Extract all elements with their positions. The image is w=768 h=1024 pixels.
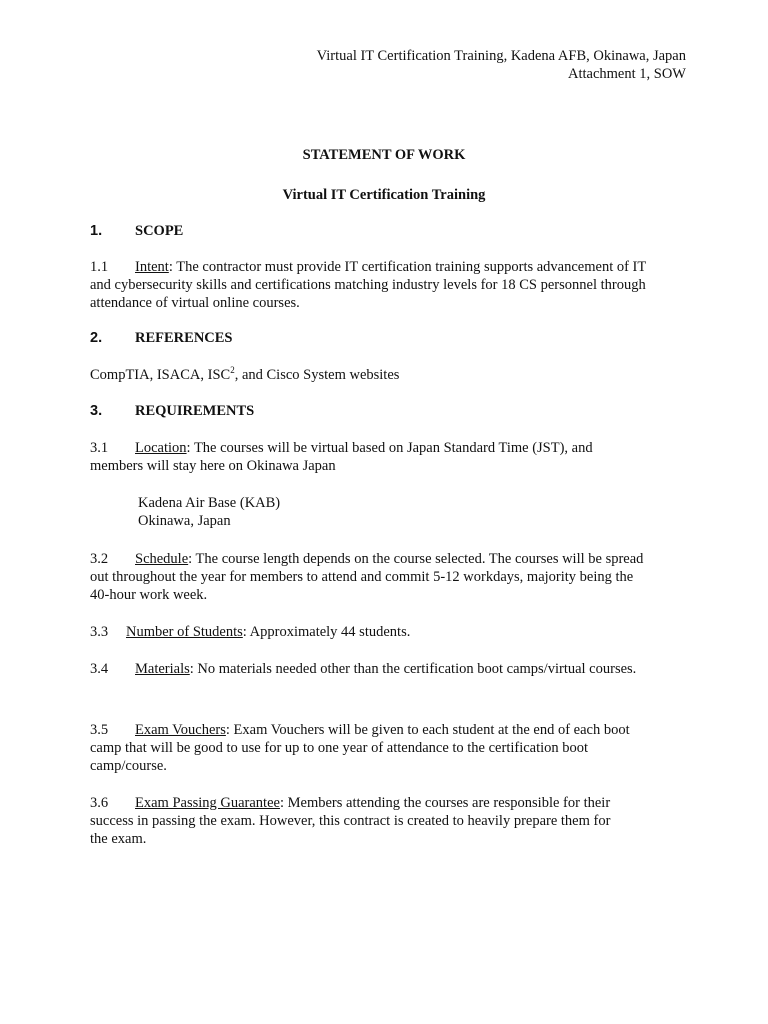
paragraph-number: 3.6 [90,795,109,811]
superscript: 2 [230,365,235,376]
paragraph-line: members will stay here on Okinawa Japan [90,458,336,474]
paragraph-line: camp that will be good to use for up to one year of attendance to the certification boot [90,740,589,756]
paragraph-line: 40-hour work week. [90,587,208,603]
section-heading-requirements [90,402,254,420]
paragraph-line: the exam. [90,831,147,847]
paragraph-text: : The contractor must provide IT certification training supports advancement of IT [168,259,647,275]
paragraph-label: Schedule [135,551,189,567]
paragraph-label: Location [135,440,187,456]
paragraph-text: : Exam Vouchers will be given to each student at the end of each boot [225,722,630,738]
paragraph-line [90,660,690,678]
paragraph-3-4 [90,660,690,678]
section-number: 1. [90,223,103,239]
paragraph-label: Materials [135,661,190,677]
header-line-2: Attachment 1, SOW [568,66,686,82]
paragraph-line [90,794,690,812]
paragraph-line [90,258,690,276]
paragraph-3-1 [90,439,690,475]
paragraph-text: : The course length depends on the course selected. The courses will be spread [188,551,644,567]
document-title: STATEMENT OF WORK [302,147,466,163]
paragraph-text: : Members attending the courses are responsible for their [279,795,611,811]
paragraph-number: 3.4 [90,661,109,677]
paragraph-number: 3.3 [90,624,109,640]
header-line-1: Virtual IT Certification Training, Kadena AFB, Okinawa, Japan [316,48,686,64]
paragraph-3-2 [90,550,690,604]
paragraph-number: 1.1 [90,259,109,275]
paragraph-label: Exam Passing Guarantee [135,795,280,811]
paragraph-label: Number of Students [126,624,243,640]
section-heading-scope [90,222,183,240]
paragraph-line [90,439,690,457]
paragraph-number: 3.2 [90,551,109,567]
paragraph-line [90,623,690,641]
paragraph-text: : The courses will be virtual based on Japan Standard Time (JST), and [186,440,593,456]
paragraph-line [90,550,690,568]
paragraph-line [90,721,690,739]
section-title: SCOPE [135,223,184,239]
document-subtitle: Virtual IT Certification Training [282,187,486,203]
address-line-2: Okinawa, Japan [138,513,231,529]
paragraph-text: : Approximately 44 students. [242,624,411,640]
paragraph-1-1 [90,258,690,312]
paragraph-3-3 [90,623,690,641]
paragraph-line: success in passing the exam. However, this contract is created to heavily prepare them for [90,813,611,829]
section-number: 2. [90,330,103,346]
paragraph-line: out throughout the year for members to attend and commit 5-12 workdays, majority being the [90,569,634,585]
paragraph-line: and cybersecurity skills and certifications matching industry levels for 18 CS personnel through [90,277,646,293]
section-number: 3. [90,403,103,419]
paragraph-label: Intent [135,259,169,275]
address-line-1: Kadena Air Base (KAB) [138,495,281,511]
paragraph-label: Exam Vouchers [135,722,226,738]
section-heading-references [90,329,233,347]
paragraph-text: : No materials needed other than the certification boot camps/virtual courses. [189,661,637,677]
references-text-part: , and Cisco System websites [234,367,400,383]
section-title: REQUIREMENTS [135,403,255,419]
paragraph-3-6 [90,794,690,848]
paragraph-line: camp/course. [90,758,167,774]
references-text-part: CompTIA, ISACA, ISC [90,367,231,383]
paragraph-line: attendance of virtual online courses. [90,295,300,311]
paragraph-number: 3.5 [90,722,109,738]
paragraph-number: 3.1 [90,440,109,456]
paragraph-3-5 [90,721,690,775]
section-title: REFERENCES [135,330,233,346]
references-text [90,366,399,384]
